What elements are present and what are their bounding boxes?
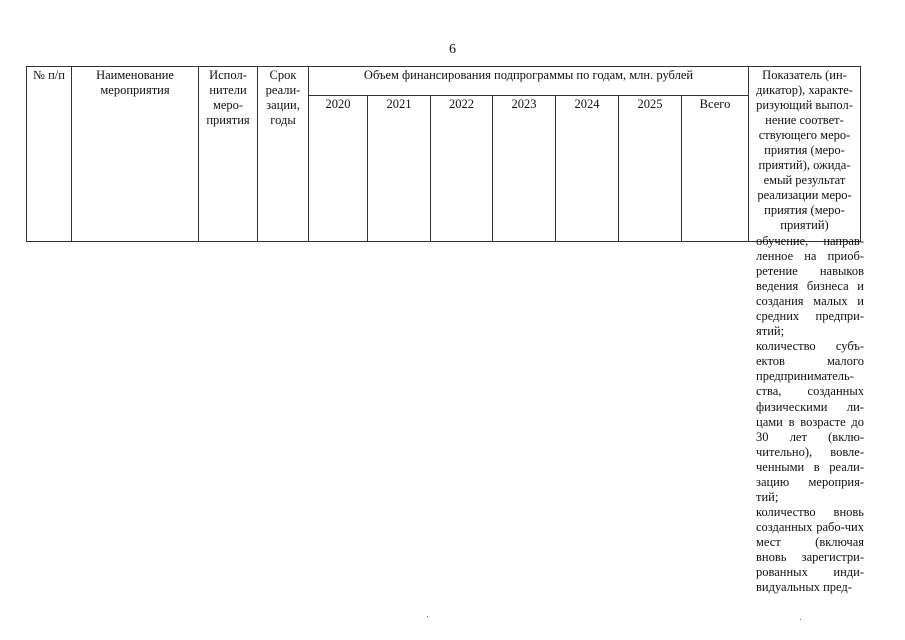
indicator-item-subjects: количество субъ-ектов малого предприниматель-ства, созданных физическими ли-цами в возрасте до 30 лет (вклю-чительно), вовле-ченными в реали-зацию мероприя-тий;	[756, 339, 864, 504]
financing-table	[26, 66, 861, 242]
scan-speck	[427, 616, 428, 617]
year-2020: 2020	[309, 96, 368, 242]
header-event-name: Наименование мероприятия	[72, 67, 199, 242]
year-2022: 2022	[431, 96, 493, 242]
header-indicator: Показатель (ин-дикатор), характе-ризующий выпол-нение соответ-ствующего меро-приятия (меро-приятий), ожида-емый результат реализации меро-приятия (меро-приятий)	[749, 67, 861, 242]
year-2021: 2021	[368, 96, 431, 242]
header-executors: Испол-нители меро-приятия	[199, 67, 258, 242]
header-financing: Объем финансирования подпрограммы по годам, млн. рублей	[309, 67, 749, 96]
indicator-item-training: обучение, направ-ленное на приоб-ретение навыков ведения бизнеса и создания малых и средних предпри-ятий;	[756, 234, 864, 339]
year-2024: 2024	[556, 96, 619, 242]
indicator-item-jobs: количество вновь созданных рабо-чих мест (включая вновь зарегистри-рованных инди-видуальных пред-	[756, 504, 864, 595]
header-term: Срок реали-зации, годы	[258, 67, 309, 242]
year-2025: 2025	[619, 96, 682, 242]
header-number: № п/п	[27, 67, 72, 242]
page-number: 6	[449, 42, 456, 57]
scan-speck	[800, 619, 801, 620]
year-total: Всего	[682, 96, 749, 242]
year-2023: 2023	[493, 96, 556, 242]
indicator-continuation	[756, 234, 864, 595]
